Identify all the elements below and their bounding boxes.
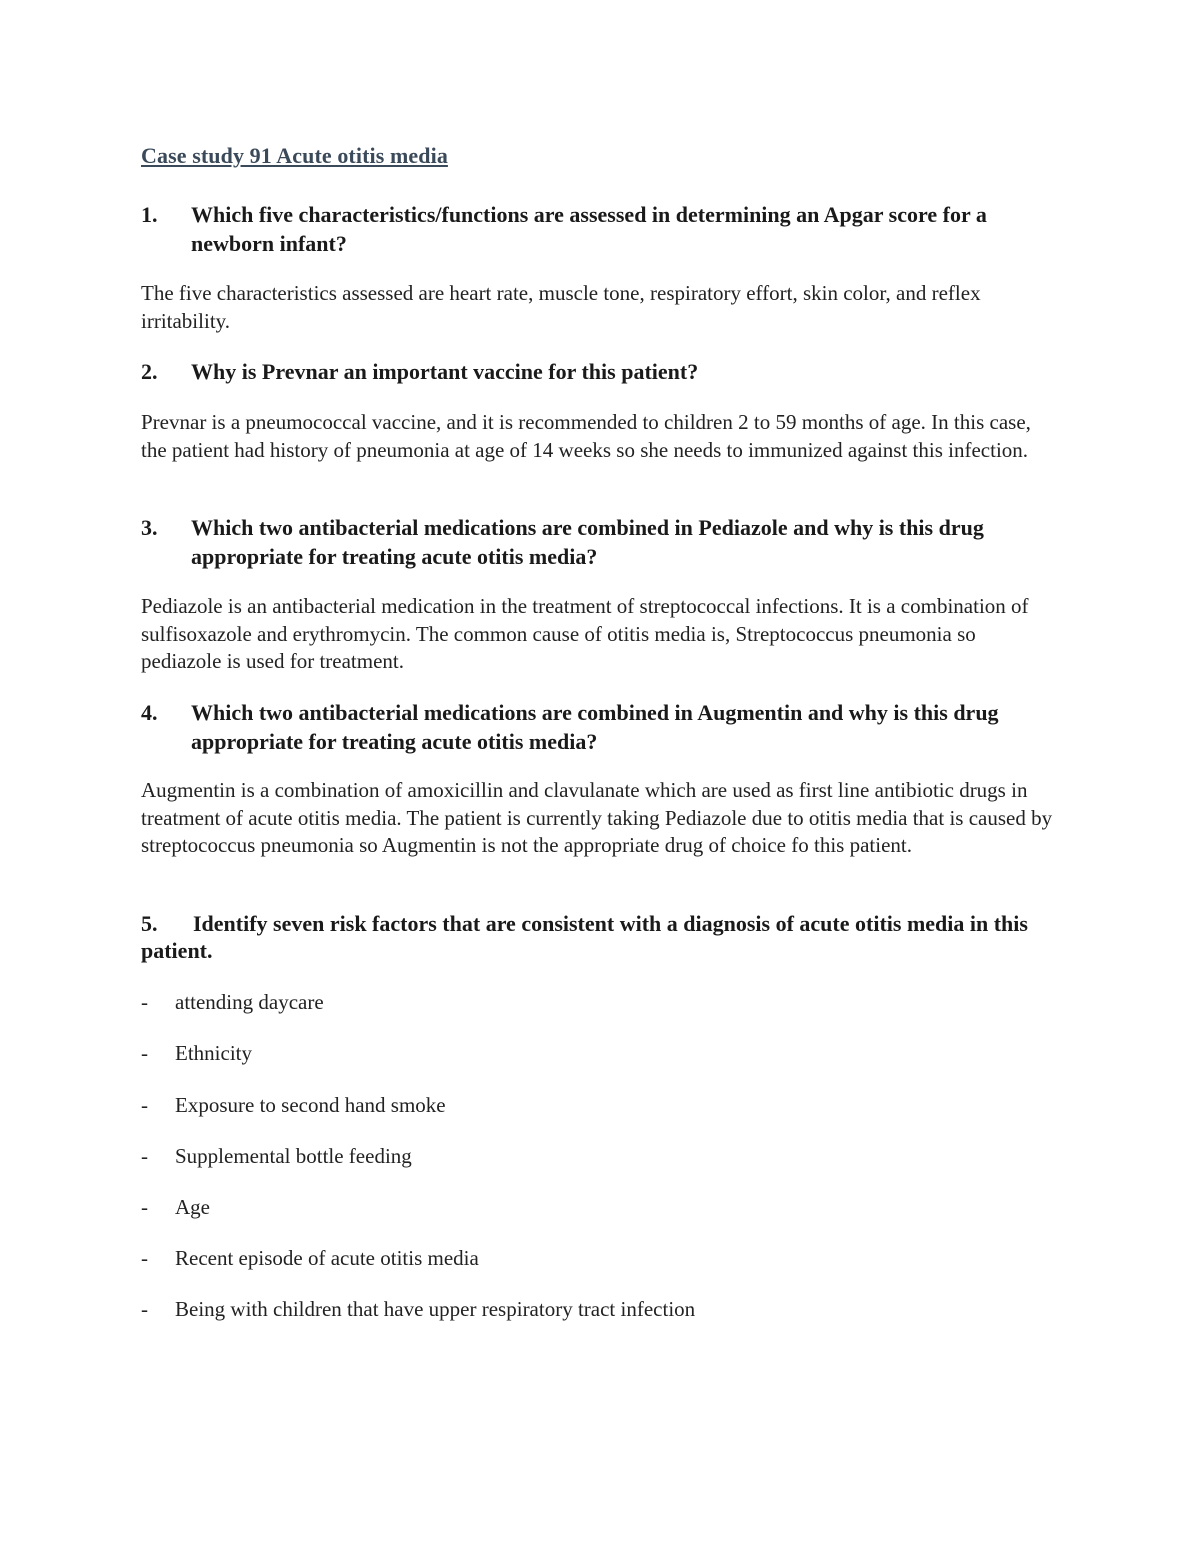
question-number: 2. (141, 359, 158, 384)
bullet-dash: - (141, 1246, 148, 1270)
bullet-dash: - (141, 990, 148, 1014)
question-text: Why is Prevnar an important vaccine for this patient? (191, 359, 699, 384)
document-title: Case study 91 Acute otitis media (141, 143, 448, 168)
bullet-dash: - (141, 1041, 148, 1065)
bullet-dash: - (141, 1144, 148, 1168)
question-number: 3. (141, 515, 158, 540)
question-number: 1. (141, 202, 158, 227)
bullet-dash: - (141, 1195, 148, 1219)
list-item (141, 1194, 210, 1221)
answer-2: Prevnar is a pneumococcal vaccine, and it is recommended to children 2 to 59 months of age. In this case, the patient had history of pneumonia at age of 14 weeks so she needs to immunized against this infection. (141, 410, 1031, 462)
list-item-text: Age (175, 1195, 210, 1219)
question-text: Identify seven risk factors that are consistent with a diagnosis of acute otitis media in this patient. (141, 911, 1028, 963)
question-2 (141, 357, 1071, 386)
list-item-text: Being with children that have upper respiratory tract infection (175, 1297, 696, 1321)
bullet-dash: - (141, 1297, 148, 1321)
answer-3: Pediazole is an antibacterial medication in the treatment of streptococcal infections. It is a combination of sulfisoxazole and erythromycin. The common cause of otitis media is, Streptococcus pneumonia so pediazole is used for treatment. (141, 594, 1029, 673)
list-item-text: Exposure to second hand smoke (175, 1093, 446, 1117)
question-3 (141, 513, 1071, 571)
question-number: 4. (141, 700, 158, 725)
question-text: Which two antibacterial medications are combined in Augmentin and why is this drug appropriate for treating acute otitis media? (191, 700, 999, 754)
list-item (141, 1296, 695, 1323)
list-item-text: Ethnicity (175, 1041, 252, 1065)
question-number: 5. (141, 911, 158, 936)
bullet-dash: - (141, 1093, 148, 1117)
question-5 (141, 910, 1071, 964)
question-4 (141, 698, 1071, 756)
question-text: Which five characteristics/functions are assessed in determining an Apgar score for a newborn infant? (191, 202, 987, 256)
list-item-text: attending daycare (175, 990, 324, 1014)
answer-1: The five characteristics assessed are heart rate, muscle tone, respiratory effort, skin color, and reflex irritability. (141, 281, 981, 333)
list-item (141, 1092, 446, 1119)
list-item (141, 1143, 412, 1170)
question-text: Which two antibacterial medications are combined in Pediazole and why is this drug appropriate for treating acute otitis media? (191, 515, 984, 569)
list-item (141, 1040, 252, 1067)
list-item-text: Supplemental bottle feeding (175, 1144, 412, 1168)
answer-4: Augmentin is a combination of amoxicillin and clavulanate which are used as first line antibiotic drugs in treatment of acute otitis media. The patient is currently taking Pediazole due to otitis media that is caused by streptococcus pneumonia so Augmentin is not the appropriate drug of choice fo this patient. (141, 778, 1053, 857)
list-item-text: Recent episode of acute otitis media (175, 1246, 479, 1270)
list-item (141, 1245, 479, 1272)
question-1 (141, 200, 1071, 258)
list-item (141, 989, 324, 1016)
